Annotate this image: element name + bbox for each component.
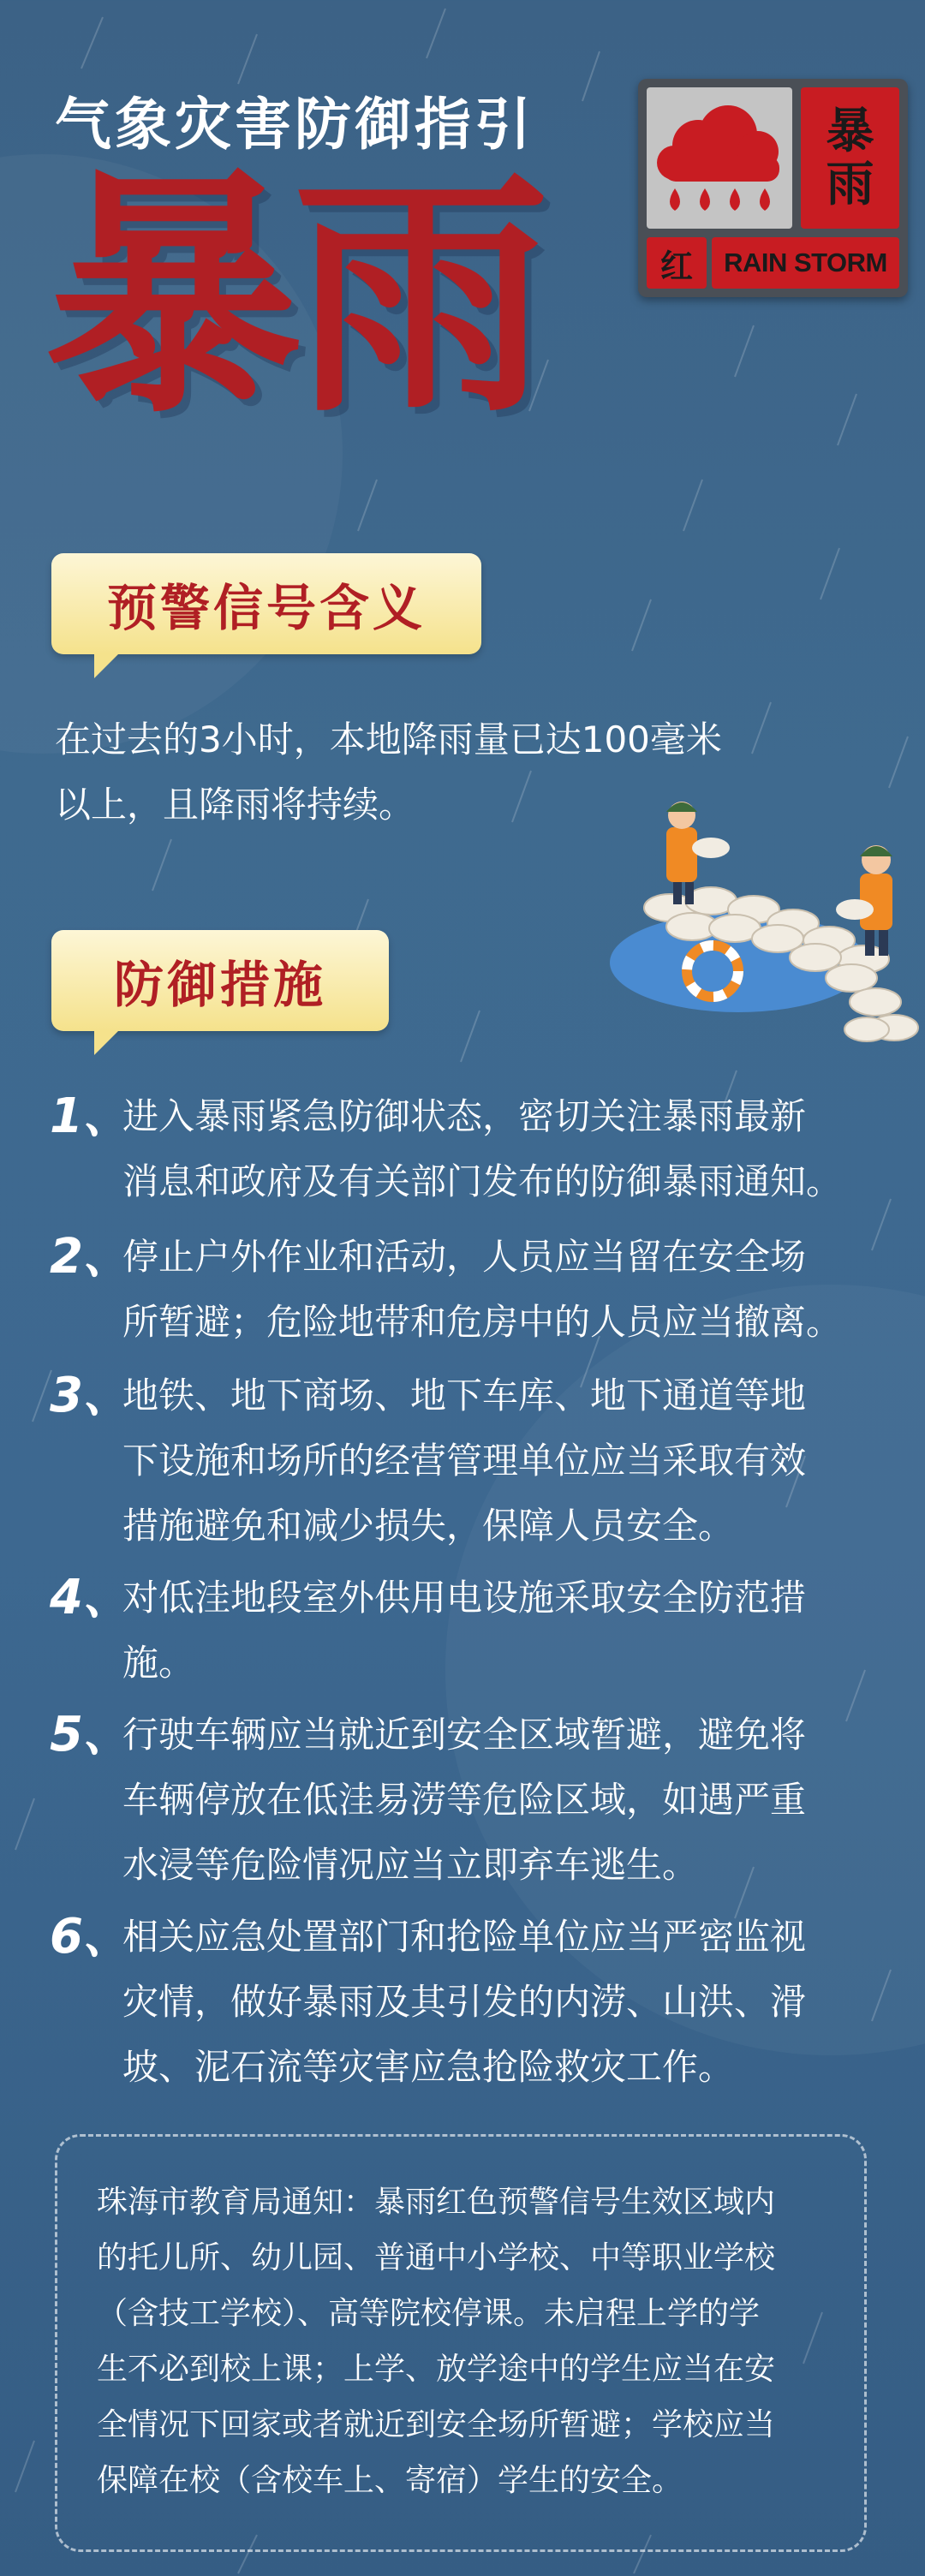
list-item [50, 1363, 872, 1559]
item-text [122, 1905, 855, 2100]
text-line: 水浸等危险情况应当立即弃车逃生。 [122, 1844, 699, 1886]
item-text [122, 1565, 855, 1696]
list-item [50, 1702, 872, 1898]
item-text [122, 1225, 855, 1355]
item-text [122, 1363, 855, 1559]
item-number: 4、 [50, 1570, 131, 1625]
text-line: 措施避免和减少损失，保障人员安全。 [122, 1505, 735, 1547]
warning-signal-badge [638, 79, 908, 297]
education-notice-box [55, 2134, 867, 2552]
text-line: 消息和政府及有关部门发布的防御暴雨通知。 [122, 1160, 843, 1202]
list-item [50, 1225, 872, 1355]
text-line: 保障在校（含校车上、寄宿）学生的安全。 [97, 2463, 683, 2498]
item-text [122, 1084, 855, 1214]
signal-level: 红 [647, 237, 707, 289]
signal-char: 暴 [826, 103, 874, 159]
item-number: 5、 [50, 1707, 131, 1762]
signal-name-box [801, 87, 899, 229]
item-number: 1、 [50, 1088, 131, 1144]
list-item [50, 1084, 872, 1214]
rain-cloud-icon [647, 87, 792, 229]
text-line: 下设施和场所的经营管理单位应当采取有效 [122, 1440, 807, 1482]
signal-english-name: RAIN STORM [712, 237, 899, 289]
text-line: 坡、泥石流等灾害应急抢险救灾工作。 [122, 2046, 735, 2088]
text-line: 生不必到校上课；上学、放学途中的学生应当在安 [97, 2352, 776, 2387]
item-number: 3、 [50, 1368, 131, 1423]
text-line: 地铁、地下商场、地下车库、地下通道等地 [122, 1374, 807, 1416]
sandbag-workers-icon [610, 781, 925, 1072]
item-number: 6、 [50, 1909, 131, 1965]
page-subtitle: 气象灾害防御指引 [55, 92, 534, 158]
text-line: 施。 [122, 1642, 195, 1684]
list-item [50, 1905, 872, 2100]
page-title: 暴雨 [45, 148, 541, 447]
text-line: 停止户外作业和活动，人员应当留在安全场 [122, 1236, 807, 1278]
section-tag-meaning: 预警信号含义 [51, 553, 481, 654]
text-line: 所暂避；危险地带和危房中的人员应当撤离。 [122, 1301, 843, 1343]
text-line: 的托儿所、幼儿园、普通中小学校、中等职业学校 [97, 2240, 776, 2275]
text-line: 对低洼地段室外供用电设施采取安全防范措 [122, 1577, 807, 1619]
section-tag-measures: 防御措施 [51, 930, 389, 1031]
text-line: 车辆停放在低洼易涝等危险区域，如遇严重 [122, 1779, 807, 1821]
text-line: 灾情，做好暴雨及其引发的内涝、山洪、滑 [122, 1981, 807, 2023]
text-line: 行驶车辆应当就近到安全区域暂避，避免将 [122, 1714, 807, 1756]
list-item [50, 1565, 872, 1696]
text-line: 进入暴雨紧急防御状态，密切关注暴雨最新 [122, 1095, 807, 1137]
text-line: 全情况下回家或者就近到安全场所暂避；学校应当 [97, 2407, 776, 2442]
item-number: 2、 [50, 1229, 131, 1285]
item-text [122, 1702, 855, 1898]
text-line: 在过去的3小时，本地降雨量已达100毫米 [55, 719, 722, 760]
text-line: 相关应急处置部门和抢险单位应当严密监视 [122, 1916, 807, 1958]
text-line: 珠海市教育局通知：暴雨红色预警信号生效区域内 [97, 2185, 776, 2220]
signal-char: 雨 [826, 156, 874, 212]
notice-text [97, 2174, 830, 2508]
text-line: 以上，且降雨将持续。 [55, 784, 415, 826]
text-line: （含技工学校）、高等院校停课。未启程上学的学 [97, 2296, 761, 2331]
